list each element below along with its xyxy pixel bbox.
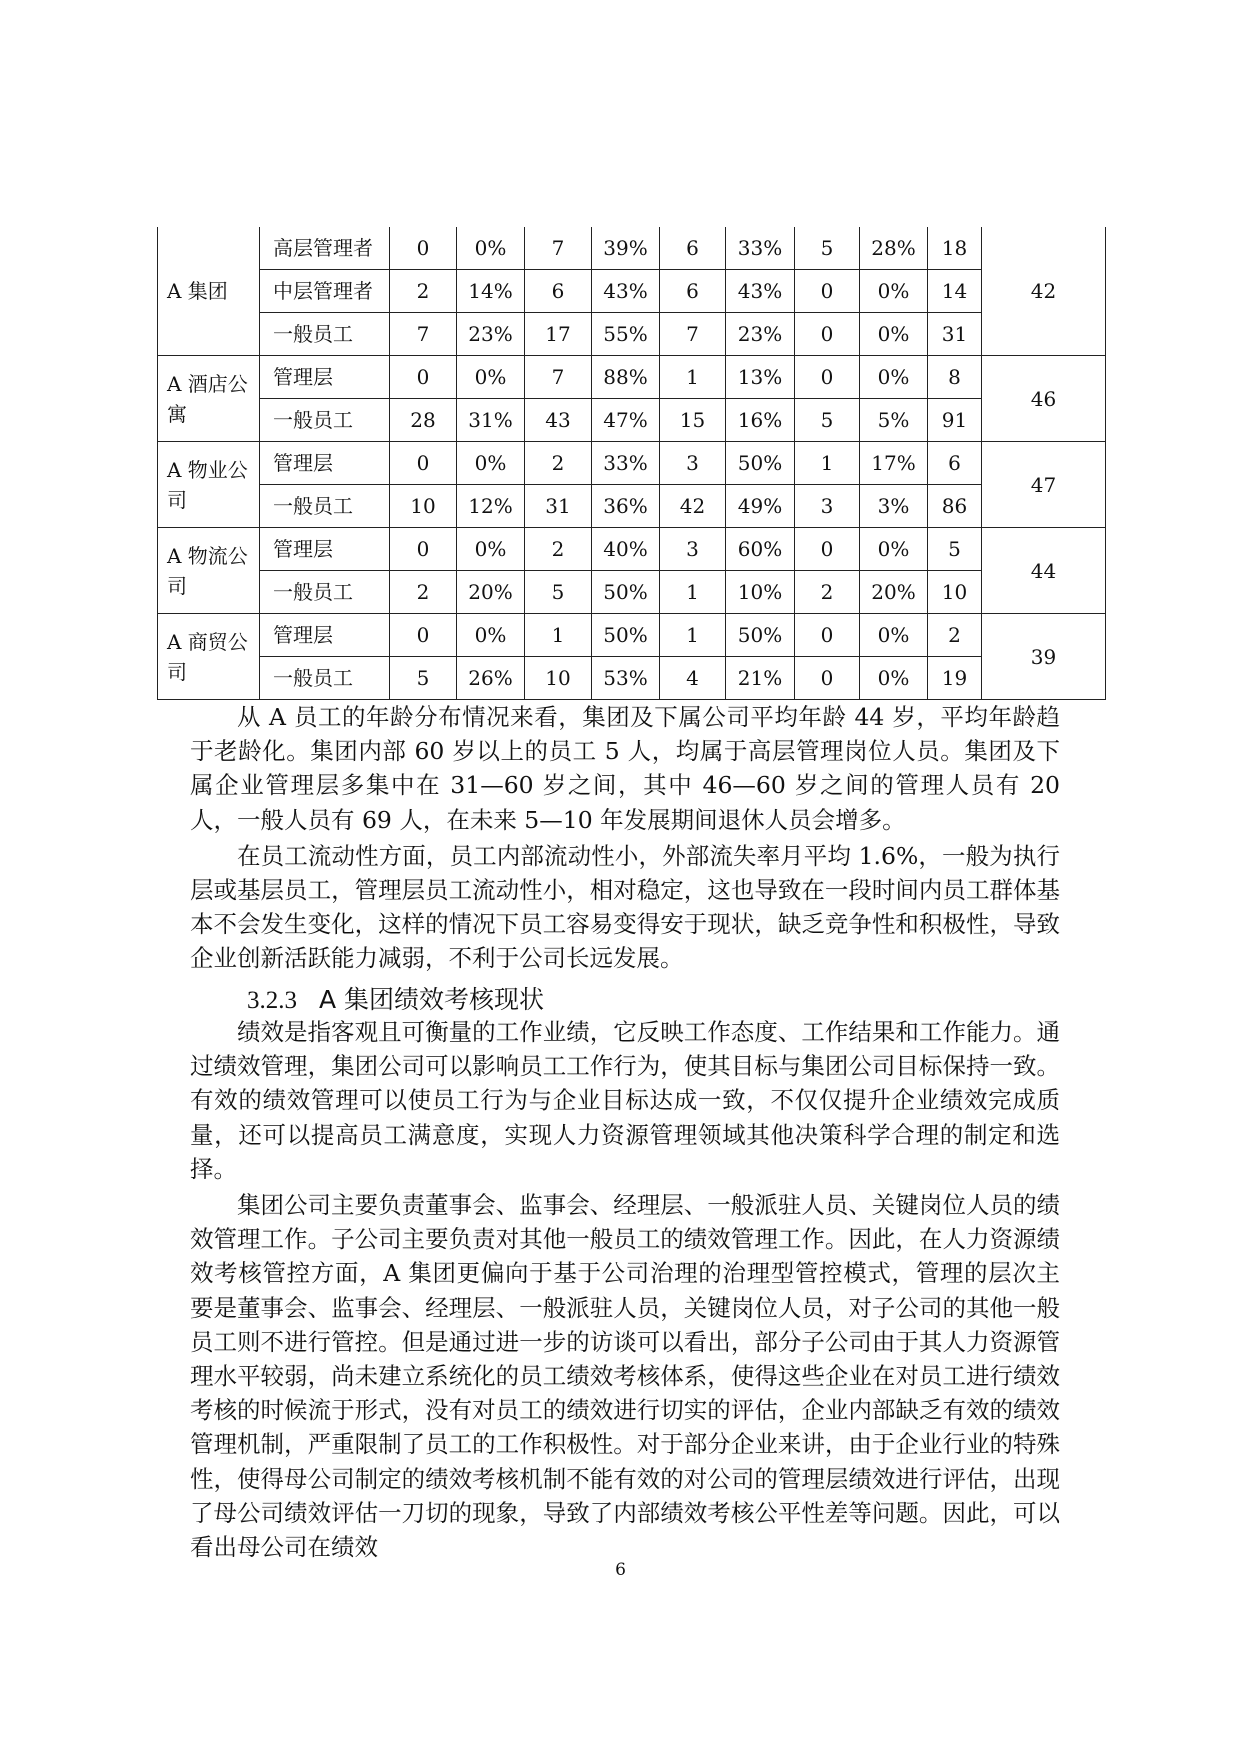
table-cell: 0: [795, 313, 860, 356]
performance-section: [190, 1015, 1060, 1564]
table-cell: 0%: [860, 657, 928, 700]
table-cell: 2: [928, 614, 982, 657]
staff-level-cell: 管理层: [260, 528, 390, 571]
table-cell: 47%: [592, 399, 660, 442]
table-cell: 5: [525, 571, 592, 614]
table-cell: 5: [928, 528, 982, 571]
table-cell: 33%: [726, 227, 795, 270]
table-cell: 15: [660, 399, 726, 442]
table-cell: 23%: [726, 313, 795, 356]
table-row: [158, 485, 1106, 528]
table-cell: 5: [390, 657, 457, 700]
table-cell: 7: [390, 313, 457, 356]
table-cell: 6: [660, 227, 726, 270]
body-paragraph: 绩效是指客观且可衡量的工作业绩，它反映工作态度、工作结果和工作能力。通过绩效管理，集团公司可以影响员工工作行为，使其目标与集团公司目标保持一致。有效的绩效管理可以使员工行为与企业目标达成一致，不仅仅提升企业绩效完成质量，还可以提高员工满意度，实现人力资源管理领域其他决策科学合理的制定和选择。: [190, 1018, 1060, 1183]
table-cell: 0: [390, 227, 457, 270]
average-age-cell: 47: [982, 442, 1106, 528]
table-cell: 86: [928, 485, 982, 528]
table-cell: 0: [795, 356, 860, 399]
table-cell: 10: [525, 657, 592, 700]
table-cell: 5: [795, 399, 860, 442]
table-cell: 0: [390, 614, 457, 657]
staff-level-cell: 一般员工: [260, 313, 390, 356]
table-row: [158, 356, 1106, 399]
table-cell: 23%: [457, 313, 525, 356]
table-cell: 12%: [457, 485, 525, 528]
body-paragraph: 从 A 员工的年龄分布情况来看，集团及下属公司平均年龄 44 岁，平均年龄趋于老龄化。集团内部 60 岁以上的员工 5 人，均属于高层管理岗位人员。集团及下属企业管理层多集中在 31—60 岁之间，其中 46—60 岁之间的管理人员有 20 人，一般人员有 69 人，在未来 5—10 年发展期间退休人员会增多。: [190, 703, 1060, 834]
table-row: [158, 571, 1106, 614]
table-cell: 1: [525, 614, 592, 657]
table-cell: 10: [390, 485, 457, 528]
table-cell: 14: [928, 270, 982, 313]
table-cell: 0: [795, 614, 860, 657]
table-cell: 60%: [726, 528, 795, 571]
table-row: [158, 270, 1106, 313]
staff-level-cell: 一般员工: [260, 657, 390, 700]
table-row: [158, 399, 1106, 442]
table-cell: 50%: [726, 442, 795, 485]
table-cell: 0%: [860, 270, 928, 313]
table-cell: 1: [660, 571, 726, 614]
table-cell: 13%: [726, 356, 795, 399]
table-row: [158, 313, 1106, 356]
age-distribution-table: [157, 227, 1106, 700]
table-cell: 91: [928, 399, 982, 442]
table-cell: 43: [525, 399, 592, 442]
table-cell: 17%: [860, 442, 928, 485]
table-cell: 39%: [592, 227, 660, 270]
table-cell: 14%: [457, 270, 525, 313]
average-age-cell: 44: [982, 528, 1106, 614]
table-cell: 50%: [592, 614, 660, 657]
staff-level-cell: 高层管理者: [260, 227, 390, 270]
table-cell: 0%: [457, 614, 525, 657]
table-cell: 0%: [457, 227, 525, 270]
body-paragraph: 集团公司主要负责董事会、监事会、经理层、一般派驻人员、关键岗位人员的绩效管理工作。子公司主要负责对其他一般员工的绩效管理工作。因此，在人力资源绩效考核管控方面，A 集团更偏向于基于公司治理的治理型管控模式，管理的层次主要是董事会、监事会、经理层、一般派驻人员，关键岗位人员，对子公司的其他一般员工则不进行管控。但是通过进一步的访谈可以看出，部分子公司由于其人力资源管理水平较弱，尚未建立系统化的员工绩效考核体系，使得这些企业在对员工进行绩效考核的时候流于形式，没有对员工的绩效进行切实的评估，企业内部缺乏有效的绩效管理机制，严重限制了员工的工作积极性。对于部分企业来讲，由于企业行业的特殊性，使得母公司制定的绩效考核机制不能有效的对公司的管理层绩效进行评估，出现了母公司绩效评估一刀切的现象，导致了内部绩效考核公平性差等问题。因此，可以看出母公司在绩效: [190, 1191, 1060, 1562]
table-cell: 19: [928, 657, 982, 700]
table-cell: 55%: [592, 313, 660, 356]
table-cell: 36%: [592, 485, 660, 528]
table-cell: 42: [660, 485, 726, 528]
table-cell: 7: [660, 313, 726, 356]
table-cell: 0: [390, 528, 457, 571]
table-cell: 2: [390, 270, 457, 313]
table-cell: 0%: [860, 614, 928, 657]
table-cell: 1: [660, 614, 726, 657]
table-cell: 1: [795, 442, 860, 485]
table-row: [158, 227, 1106, 270]
table-cell: 3: [660, 528, 726, 571]
staff-level-cell: 一般员工: [260, 399, 390, 442]
table-cell: 2: [525, 528, 592, 571]
page-number: 6: [615, 1560, 626, 1580]
table-cell: 18: [928, 227, 982, 270]
table-cell: 2: [390, 571, 457, 614]
table-cell: 40%: [592, 528, 660, 571]
table-cell: 8: [928, 356, 982, 399]
table-cell: 5: [795, 227, 860, 270]
table-cell: 0%: [457, 356, 525, 399]
table-cell: 88%: [592, 356, 660, 399]
table-cell: 31%: [457, 399, 525, 442]
table-row: [158, 657, 1106, 700]
unit-name-cell: A 集团: [158, 227, 260, 356]
table-cell: 20%: [457, 571, 525, 614]
table-row: [158, 614, 1106, 657]
table-row: [158, 528, 1106, 571]
table-cell: 28%: [860, 227, 928, 270]
table-cell: 28: [390, 399, 457, 442]
table-cell: 33%: [592, 442, 660, 485]
table-cell: 7: [525, 227, 592, 270]
table-cell: 3: [795, 485, 860, 528]
table-cell: 49%: [726, 485, 795, 528]
table-cell: 3%: [860, 485, 928, 528]
table-cell: 5%: [860, 399, 928, 442]
table-cell: 0%: [457, 442, 525, 485]
table-cell: 10%: [726, 571, 795, 614]
staff-level-cell: 一般员工: [260, 485, 390, 528]
table-cell: 0: [795, 657, 860, 700]
analysis-section: [190, 700, 1060, 976]
section-heading: [247, 980, 544, 1016]
staff-level-cell: 一般员工: [260, 571, 390, 614]
staff-level-cell: 管理层: [260, 614, 390, 657]
table-cell: 17: [525, 313, 592, 356]
table-cell: 4: [660, 657, 726, 700]
average-age-cell: 46: [982, 356, 1106, 442]
average-age-cell: 42: [982, 227, 1106, 356]
staff-level-cell: 管理层: [260, 442, 390, 485]
table-cell: 43%: [726, 270, 795, 313]
section-title: A 集团绩效考核现状: [319, 985, 545, 1014]
table-cell: 0%: [457, 528, 525, 571]
table-cell: 0%: [860, 313, 928, 356]
table-cell: 0: [390, 356, 457, 399]
table-cell: 31: [928, 313, 982, 356]
table-cell: 0: [390, 442, 457, 485]
unit-name-cell: A 商贸公司: [158, 614, 260, 700]
table-cell: 7: [525, 356, 592, 399]
section-number: 3.2.3: [247, 987, 297, 1014]
table-cell: 50%: [592, 571, 660, 614]
table-cell: 2: [795, 571, 860, 614]
unit-name-cell: A 物业公司: [158, 442, 260, 528]
table-cell: 20%: [860, 571, 928, 614]
table-cell: 43%: [592, 270, 660, 313]
table-cell: 10: [928, 571, 982, 614]
table-cell: 0%: [860, 528, 928, 571]
table-cell: 3: [660, 442, 726, 485]
table-cell: 0%: [860, 356, 928, 399]
table-row: [158, 442, 1106, 485]
average-age-cell: 39: [982, 614, 1106, 700]
table-cell: 26%: [457, 657, 525, 700]
staff-level-cell: 管理层: [260, 356, 390, 399]
table-cell: 53%: [592, 657, 660, 700]
table-cell: 6: [525, 270, 592, 313]
table-cell: 6: [928, 442, 982, 485]
table-cell: 0: [795, 528, 860, 571]
staff-level-cell: 中层管理者: [260, 270, 390, 313]
unit-name-cell: A 酒店公寓: [158, 356, 260, 442]
table-cell: 50%: [726, 614, 795, 657]
table-cell: 6: [660, 270, 726, 313]
unit-name-cell: A 物流公司: [158, 528, 260, 614]
table-cell: 2: [525, 442, 592, 485]
table-cell: 16%: [726, 399, 795, 442]
table-cell: 1: [660, 356, 726, 399]
table-cell: 0: [795, 270, 860, 313]
table-cell: 31: [525, 485, 592, 528]
body-paragraph: 在员工流动性方面，员工内部流动性小，外部流失率月平均 1.6%，一般为执行层或基层员工，管理层员工流动性小，相对稳定，这也导致在一段时间内员工群体基本不会发生变化，这样的情况下员工容易变得安于现状，缺乏竞争性和积极性，导致企业创新活跃能力减弱，不利于公司长远发展。: [190, 841, 1060, 973]
table-cell: 21%: [726, 657, 795, 700]
